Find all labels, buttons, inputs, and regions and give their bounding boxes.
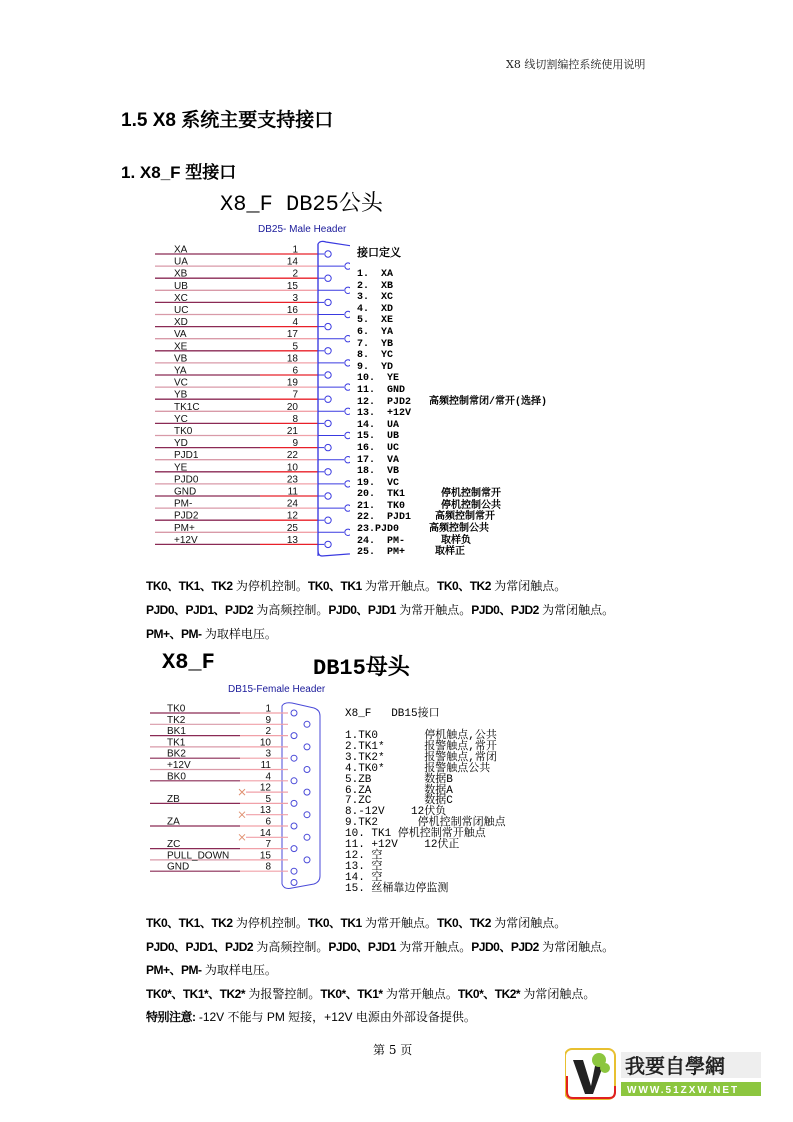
db15-definition-item: 6.ZA 数据A — [345, 784, 453, 797]
db25-pin-contact — [345, 457, 350, 463]
db15-signal-label: +12V — [167, 760, 191, 771]
db15-definition-heading: X8_F DB15接口 — [345, 708, 440, 720]
db25-pin-number: 3 — [292, 292, 298, 304]
note-paragraph — [146, 601, 614, 618]
db25-pin-contact — [325, 517, 331, 523]
db15-figure-title-left: X8_F — [162, 650, 215, 675]
db25-pin-number: 4 — [292, 317, 298, 329]
db25-pin-number: 12 — [286, 510, 298, 522]
db25-signal-label: YC — [174, 413, 188, 425]
note-paragraph — [146, 914, 566, 931]
db25-pin-number: 5 — [292, 341, 298, 353]
db25-pin-number: 21 — [286, 426, 298, 437]
db25-pin-contact — [345, 336, 350, 342]
db15-pin-contact — [304, 857, 310, 863]
db15-signal-label: GND — [167, 861, 190, 873]
note-term: TK0、TK1、TK2 — [146, 579, 233, 593]
db15-signal-label: BK2 — [167, 748, 186, 760]
db25-pin-contact — [325, 275, 331, 281]
db25-signal-label: GND — [174, 486, 197, 498]
page-number: 第 5 页 — [373, 1043, 413, 1057]
db15-definition-item: 11. +12V 12伏正 — [345, 839, 460, 852]
db25-definition-item: 6. YA — [357, 326, 394, 338]
db25-definition-item: 17. VA — [357, 454, 400, 466]
note-term: TK0、TK1 — [307, 916, 362, 930]
db15-pin-number: 15 — [259, 850, 271, 862]
db25-signal-label: XB — [174, 268, 188, 280]
db15-signal-label: TK0 — [167, 703, 186, 715]
db25-pin-number: 16 — [286, 305, 298, 316]
note-term: TK0、TK1、TK2 — [146, 916, 233, 930]
db25-definition-item: 22. PJD1 高频控制常开 — [357, 512, 496, 524]
db15-pin-number: 13 — [259, 805, 271, 817]
db25-pin-number: 22 — [286, 450, 298, 462]
db25-signal-label: PM- — [174, 498, 193, 510]
db25-signal-label: PM+ — [174, 522, 195, 534]
db25-definition-item: 4. XD — [357, 303, 394, 315]
db25-figure-title: X8_F DB25公头 — [220, 192, 383, 217]
db25-pin-number: 19 — [286, 377, 298, 389]
note-text: 为常开触点。 — [395, 939, 472, 954]
db25-pinout-diagram — [150, 240, 350, 570]
db25-pin-number: 23 — [286, 474, 298, 486]
note-text: 为取样电压。 — [201, 963, 277, 977]
db15-pin-contact — [304, 812, 310, 818]
db25-figure-subtitle: DB25- Male Header — [258, 224, 347, 235]
db25-pin-contact — [325, 444, 331, 450]
db25-definition-item: 21. TK0 停机控制公共 — [357, 500, 502, 512]
db25-pin-number: 6 — [292, 365, 298, 377]
db25-definition-item: 23.PJD0 高频控制公共 — [357, 524, 490, 536]
db25-signal-label: PJD1 — [174, 450, 199, 462]
db25-signal-label: VB — [174, 353, 188, 365]
note-term: PM+、PM- — [146, 963, 202, 977]
db25-definition-item: 14. UA — [357, 419, 400, 431]
db25-pin-contact — [345, 384, 350, 390]
db25-pin-number: 17 — [286, 329, 298, 341]
db25-definition-item: 3. XC — [357, 292, 394, 304]
db15-pin-contact — [291, 800, 297, 806]
db25-pin-contact — [325, 420, 331, 426]
db25-pin-contact — [345, 432, 350, 438]
db25-definition-item: 25. PM+ 取样正 — [357, 547, 466, 559]
db15-definition-item: 15. 丝桶靠边停监测 — [345, 882, 449, 895]
note-term: PJD0、PJD1、PJD2 — [146, 603, 254, 617]
db15-pin-number: 8 — [265, 861, 271, 873]
db15-figure-title-right: DB15母头 — [313, 656, 410, 681]
db25-pin-contact — [325, 493, 331, 499]
db15-definition-item: 3.TK2* 报警触点,常闭 — [345, 751, 497, 764]
db25-signal-label: +12V — [174, 534, 198, 546]
db15-definition-item: 4.TK0* 报警触点公共 — [345, 762, 491, 775]
note-term: PJD0、PJD2 — [471, 939, 539, 954]
db25-signal-label: TK0 — [174, 426, 193, 437]
note-text: 为常开触点。 — [361, 579, 438, 593]
db25-definition-item: 15. UB — [357, 431, 400, 443]
db25-definition-item: 5. XE — [357, 315, 394, 327]
db15-pin-number: 3 — [265, 748, 271, 760]
note-text: 为常开触点。 — [382, 986, 458, 1001]
db25-signal-label: XD — [174, 317, 188, 329]
note-term: TK0*、TK2* — [457, 986, 521, 1001]
note-paragraph — [146, 625, 277, 642]
db25-signal-label: PJD2 — [174, 510, 199, 522]
note-text: 为取样电压。 — [201, 627, 277, 641]
note-text: 为常开触点。 — [361, 916, 438, 930]
db25-signal-label: YE — [174, 462, 188, 474]
no-connect-x-icon — [239, 834, 245, 840]
db15-definition-item: 10. TK1 停机控制常开触点 — [345, 828, 486, 841]
db25-definition-item: 12. PJD2 高频控制常闭/常开(选择) — [357, 396, 548, 408]
db25-signal-label: PJD0 — [174, 474, 199, 486]
note-text: 为停机控制。 — [232, 916, 308, 930]
db15-pin-number: 6 — [265, 816, 271, 828]
db15-pin-contact — [291, 710, 297, 716]
db25-pin-contact — [325, 348, 331, 354]
db15-pin-contact — [304, 834, 310, 840]
section-heading: 1.5 X8 系统主要支持接口 — [121, 110, 334, 131]
db15-pin-contact — [291, 823, 297, 829]
db25-definition-item: 13. +12V — [357, 408, 412, 420]
db25-pin-number: 18 — [286, 353, 298, 365]
db15-pin-contact — [304, 744, 310, 750]
note-text: 为报警控制。 — [245, 986, 321, 1001]
db15-pin-contact — [304, 789, 310, 795]
db15-pin-contact — [291, 880, 297, 886]
db25-pin-contact — [325, 299, 331, 305]
db25-signal-label: VA — [174, 329, 187, 341]
db25-pin-number: 2 — [292, 268, 298, 280]
db25-signal-label: TK1C — [174, 401, 200, 413]
db25-pin-number: 8 — [292, 413, 298, 425]
db15-pin-contact — [291, 755, 297, 761]
note-term: TK0*、TK1*、TK2* — [146, 986, 246, 1001]
note-text: 为高频控制。 — [253, 939, 329, 954]
db15-definition-item: 9.TK2 停机控制常闭触点 — [345, 817, 506, 830]
note-term: PJD0、PJD1 — [328, 603, 396, 617]
note-term: TK0、TK2 — [437, 579, 491, 593]
db25-pin-contact — [345, 408, 350, 414]
db25-pin-contact — [325, 541, 331, 547]
db25-pin-number: 15 — [286, 280, 298, 292]
db15-pin-contact — [291, 778, 297, 784]
note-term: PJD0、PJD1、PJD2 — [146, 939, 254, 954]
db15-definition-item: 13. 空 — [345, 860, 383, 873]
db25-definition-heading: 接口定义 — [357, 248, 401, 260]
db25-pin-number: 13 — [286, 534, 298, 546]
db15-pin-number: 4 — [265, 771, 271, 783]
logo-name: 我要自學網 — [625, 1054, 725, 1078]
db25-definition-item: 11. GND — [357, 384, 406, 396]
db25-pin-contact — [345, 360, 350, 366]
db25-pin-contact — [345, 263, 350, 269]
logo-url: WWW.51ZXW.NET — [627, 1085, 740, 1096]
db15-definition-item: 5.ZB 数据B — [345, 773, 453, 786]
db25-signal-label: XA — [174, 244, 188, 256]
db15-pin-number: 7 — [265, 839, 271, 851]
db25-signal-label: VC — [174, 377, 188, 389]
note-paragraph — [146, 1008, 476, 1025]
db25-definition-list — [357, 269, 547, 559]
db25-definition-item: 18. VB — [357, 466, 400, 478]
db25-definition-item: 9. YD — [357, 361, 394, 373]
db15-definition-item: 12. 空 — [345, 849, 383, 862]
db25-pin-contact — [345, 311, 350, 317]
db15-pin-number: 2 — [265, 726, 271, 738]
db15-connector-shell — [282, 703, 320, 889]
db25-definition-item: 20. TK1 停机控制常开 — [357, 489, 502, 501]
db15-definition-item: 14. 空 — [345, 871, 383, 884]
db25-definition-item: 8. YC — [357, 350, 394, 362]
logo-leaf-icon — [600, 1063, 610, 1073]
note-text: -12V 不能与 PM 短接，+12V 电源由外部设备提供。 — [195, 1010, 476, 1024]
note-term: TK0、TK2 — [437, 916, 491, 930]
watermark-logo — [565, 1046, 765, 1102]
db25-definition-item: 19. VC — [357, 477, 400, 489]
db25-pin-contact — [345, 529, 350, 535]
db15-definition-item: 7.ZC 数据C — [345, 795, 453, 808]
note-term: PJD0、PJD1 — [328, 939, 396, 954]
note-text: 为高频控制。 — [253, 603, 329, 617]
db25-signal-label: YB — [174, 389, 188, 401]
note-term: TK0*、TK1* — [320, 986, 383, 1001]
note-paragraph — [146, 577, 566, 594]
db25-definition-item: 1. XA — [357, 269, 394, 280]
db15-pin-number: 11 — [260, 760, 271, 771]
db15-pin-number: 14 — [259, 827, 271, 839]
db15-signal-label: TK2 — [167, 714, 186, 726]
db15-signal-label: ZC — [167, 839, 181, 851]
db15-signal-label: TK1 — [167, 737, 186, 749]
db25-pin-contact — [325, 372, 331, 378]
note-paragraph — [146, 961, 277, 978]
db25-signal-label: YA — [174, 365, 187, 377]
db25-definition-item: 24. PM- 取样负 — [357, 535, 472, 547]
db15-signal-label: BK1 — [167, 726, 186, 738]
db25-pin-contact — [345, 505, 350, 511]
db25-definition-item: 2. XB — [357, 280, 394, 292]
note-paragraph — [146, 938, 614, 955]
note-term: PM+、PM- — [146, 627, 202, 641]
db15-signal-label: BK0 — [167, 771, 186, 783]
db15-pin-contact — [291, 733, 297, 739]
db25-signal-label: XE — [174, 341, 188, 353]
db25-pin-contact — [325, 251, 331, 257]
db25-pin-number: 9 — [292, 438, 298, 450]
db25-definition-item: 10. YE — [357, 373, 400, 385]
db25-pin-number: 25 — [286, 522, 298, 534]
note-text: 为常闭触点。 — [490, 579, 567, 593]
db25-pin-contact — [325, 396, 331, 402]
db15-signal-label: PULL_DOWN — [167, 850, 230, 862]
db25-pin-number: 10 — [286, 462, 298, 474]
note-paragraph — [146, 985, 595, 1002]
note-text: 为停机控制。 — [232, 579, 308, 593]
db15-pin-contact — [304, 767, 310, 773]
db25-signal-label: UA — [174, 256, 188, 268]
note-text: 为常闭触点。 — [538, 939, 615, 954]
no-connect-x-icon — [239, 812, 245, 818]
note-term: PJD0、PJD2 — [471, 603, 539, 617]
note-text: 为常闭触点。 — [490, 916, 567, 930]
document-header-title: X8 线切割编控系统使用说明 — [506, 58, 646, 71]
note-text: 为常开触点。 — [395, 603, 472, 617]
db15-signal-label: ZA — [167, 816, 180, 828]
db25-pin-number: 24 — [286, 498, 298, 510]
watermark-logo-graphic — [565, 1046, 765, 1102]
no-connect-x-icon — [239, 789, 245, 795]
db15-pin-number: 10 — [259, 737, 271, 749]
db15-pin-contact — [291, 846, 297, 852]
db25-definition-item: 16. UC — [357, 442, 400, 454]
db25-pin-number: 11 — [287, 486, 298, 498]
db25-pin-number: 7 — [292, 389, 298, 401]
db25-signal-label: UB — [174, 280, 188, 292]
subsection-heading: 1. X8_F 型接口 — [121, 163, 237, 182]
db25-definition-item: 7. YB — [357, 338, 394, 350]
note-term: TK0、TK1 — [307, 579, 362, 593]
db15-pin-number: 12 — [259, 782, 271, 794]
db15-pin-number: 1 — [265, 703, 271, 715]
db25-pin-contact — [345, 481, 350, 487]
note-text: 为常闭触点。 — [538, 603, 615, 617]
db25-pin-number: 1 — [292, 244, 298, 256]
db15-signal-label: ZB — [167, 793, 180, 805]
db15-definition-item: 8.-12V 12伏负 — [345, 806, 447, 819]
db25-signal-label: XC — [174, 292, 188, 304]
db25-signal-label: UC — [174, 305, 189, 316]
db25-pin-contact — [345, 287, 350, 293]
db15-definition-list — [345, 731, 506, 895]
db15-pin-contact — [291, 868, 297, 874]
db15-definition-item: 1.TK0 停机触点,公共 — [345, 730, 497, 742]
db25-pin-contact — [325, 323, 331, 329]
db15-definition-item: 2.TK1* 报警触点,常开 — [345, 740, 497, 753]
db15-figure-subtitle: DB15-Female Header — [228, 684, 326, 695]
db15-pin-number: 9 — [265, 714, 271, 726]
db25-pin-number: 20 — [286, 401, 298, 413]
db15-pin-number: 5 — [265, 793, 271, 805]
db15-pinout-diagram — [150, 700, 340, 895]
note-term: 特别注意: — [146, 1010, 196, 1024]
note-text: 为常闭触点。 — [520, 986, 596, 1001]
db15-pin-contact — [304, 721, 310, 727]
db25-pin-contact — [325, 469, 331, 475]
db25-pin-number: 14 — [286, 256, 298, 268]
db25-signal-label: YD — [174, 438, 188, 450]
